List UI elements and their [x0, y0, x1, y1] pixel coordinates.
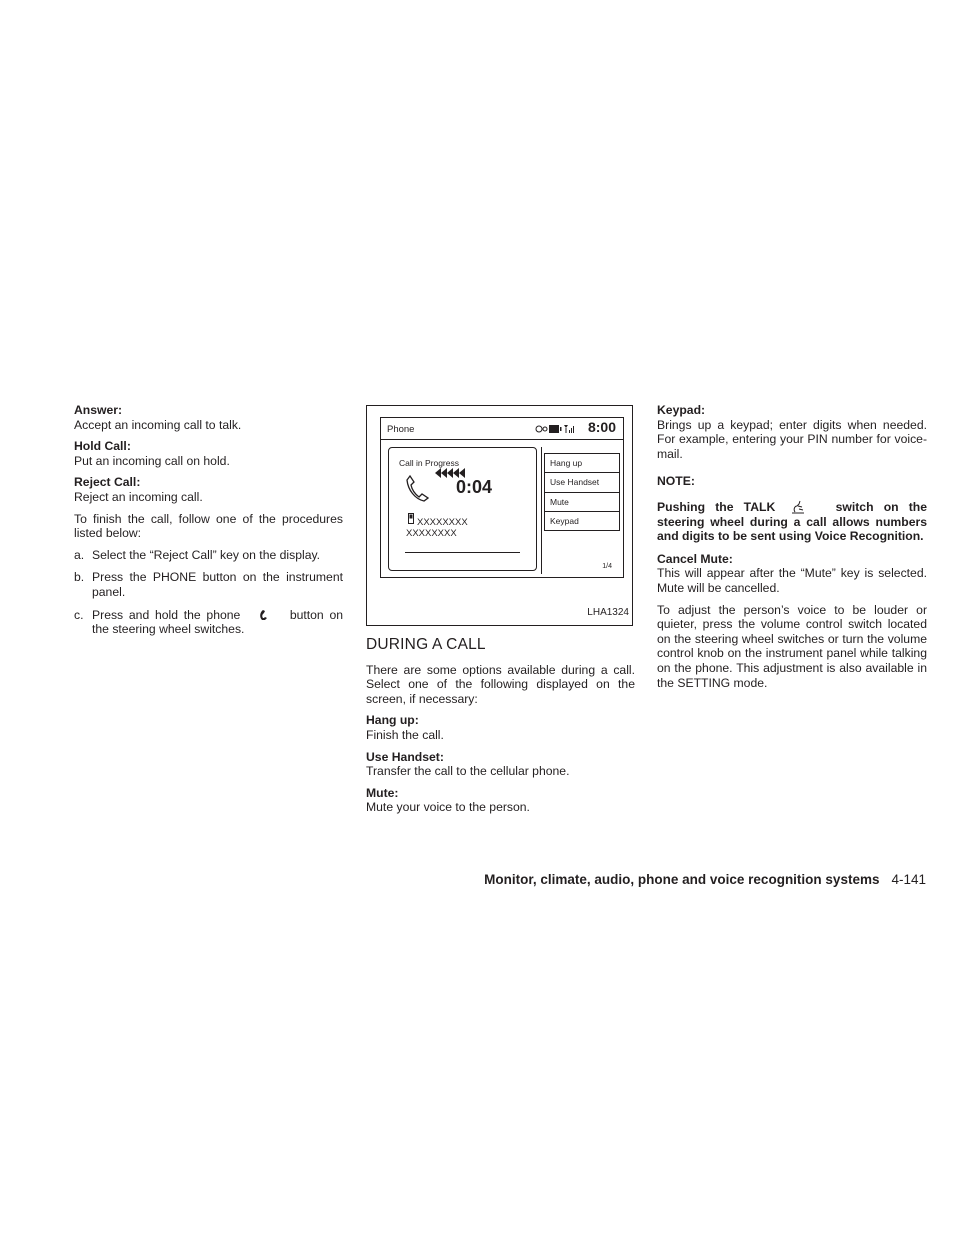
call-status: Call in Progress: [399, 458, 459, 468]
keypad-text: Brings up a keypad; enter digits when needed. For example, entering your PIN number for voice-mail.: [657, 417, 927, 461]
figure-code: LHA1324: [587, 607, 629, 619]
during-call-intro: There are some options available during a call. Select one of the following displayed on the screen, if necessary:: [366, 662, 635, 706]
use-handset-heading: Use Handset:: [366, 749, 444, 764]
screen-clock: 8:00: [587, 419, 616, 435]
list-item: b. Press the PHONE button on the instrument panel.: [74, 570, 343, 599]
call-options: [544, 453, 620, 531]
use-handset-text: Transfer the call to the cellular phone.: [366, 764, 570, 779]
list-item: c. Press and hold the phone button on the steering wheel switches.: [74, 607, 344, 637]
caller-number: XXXXXXXX: [417, 517, 468, 528]
list-item: a. Select the “Reject Call” key on the display.: [74, 547, 321, 562]
cancel-mute-text: This will appear after the “Mute” key is selected. Mute will be cancelled.: [657, 566, 927, 595]
phone-icon: [246, 609, 284, 621]
volume-text: To adjust the person’s voice to be louder or quieter, press the volume control switch located on the steering wheel switches or turn the volume control knob on the instrument panel while talking on the phone. This adjustment is also available in the SETTING mode.: [657, 602, 927, 690]
hold-heading: Hold Call:: [74, 439, 131, 454]
keypad-heading: Keypad:: [657, 403, 706, 417]
mobile-icon: [408, 513, 414, 524]
middle-column: [366, 405, 635, 822]
note-text: Pushing the TALK switch on the steering wheel during a call allows numbers and digits to be sent using Voice Recognition.: [657, 499, 928, 544]
mute-heading: Mute:: [366, 785, 399, 800]
left-column: [74, 403, 343, 645]
call-timer: 0:04: [456, 477, 493, 497]
screen-title: Phone: [387, 424, 415, 435]
hold-text: Put an incoming call on hold.: [74, 453, 230, 468]
keypad-button[interactable]: Keypad: [550, 515, 579, 526]
call-panel: [388, 447, 537, 571]
page-indicator: 1/4: [602, 563, 612, 571]
finish-intro: To finish the call, follow one of the procedures listed below:: [74, 511, 343, 541]
phone-screen-figure: [366, 405, 633, 626]
use-handset-button[interactable]: Use Handset: [545, 473, 619, 492]
caller-name: XXXXXXXX: [406, 528, 457, 539]
hang-up-heading: Hang up:: [366, 713, 419, 728]
mute-button[interactable]: Mute: [545, 493, 619, 512]
answer-text: Accept an incoming call to talk.: [74, 417, 242, 432]
cancel-mute-heading: Cancel Mute:: [657, 551, 733, 566]
footer-title: Monitor, climate, audio, phone and voice recognition systems: [484, 872, 880, 887]
status-icons: [535, 423, 575, 435]
page-footer: [484, 872, 926, 887]
page-number: 4-141: [891, 872, 926, 887]
section-heading: DURING A CALL: [366, 636, 486, 653]
note-heading: NOTE:: [657, 474, 695, 489]
mute-text: Mute your voice to the person.: [366, 800, 530, 815]
talk-switch-icon: [785, 500, 825, 514]
handset-icon: [405, 474, 429, 502]
phone-screen: [380, 417, 624, 578]
hang-up-button[interactable]: Hang up: [545, 454, 619, 473]
hang-up-text: Finish the call.: [366, 727, 444, 742]
answer-heading: Answer:: [74, 403, 123, 417]
reject-text: Reject an incoming call.: [74, 489, 203, 504]
reject-heading: Reject Call:: [74, 475, 141, 490]
right-column: [657, 403, 927, 697]
